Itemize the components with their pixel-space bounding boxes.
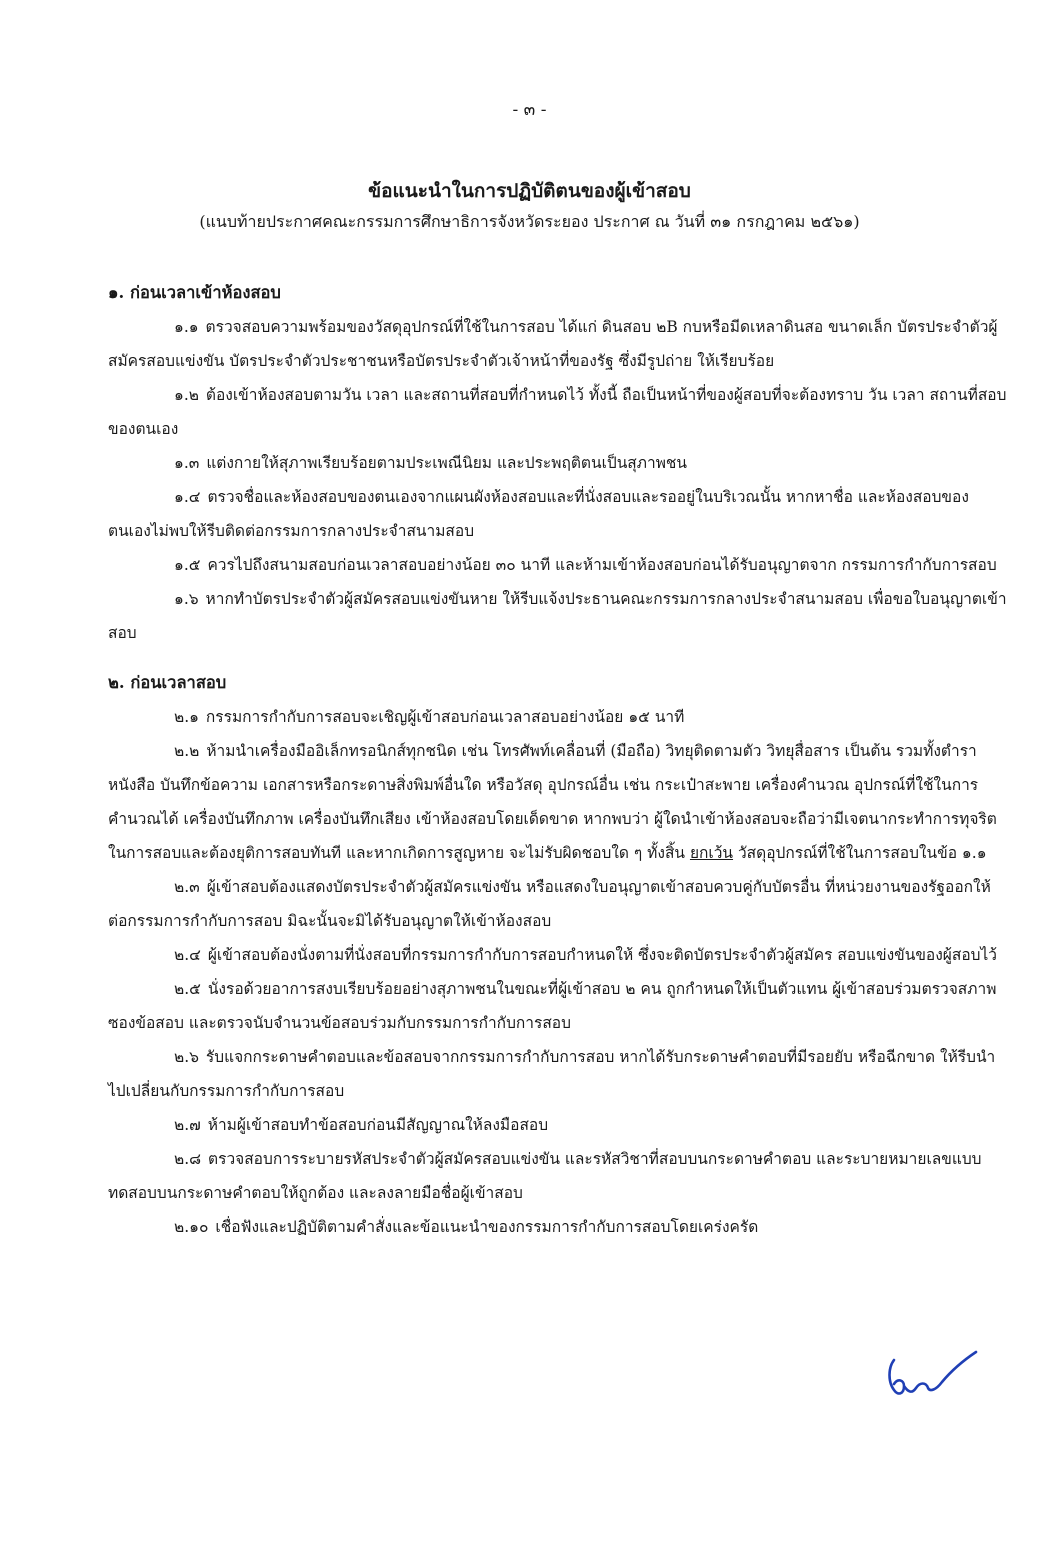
item-number: ๑.๖: [174, 590, 199, 608]
item-number: ๒.๘: [174, 1150, 202, 1168]
list-item: [108, 310, 1008, 378]
signature-initials: [882, 1338, 982, 1408]
item-text: ห้ามนำเครื่องมืออิเล็กทรอนิกส์ทุกชนิด เช่น โทรศัพท์เคลื่อนที่ (มือถือ) วิทยุติดตามตัว วิทยุสื่อสาร เป็นต้น รวมทั้งตำรา หนังสือ บันทึกข้อความ เอกสารหรือกระดาษสิ่งพิมพ์อื่นใด หรือวัสดุ อุปกรณ์อื่น เช่น กระเป๋าสะพาย เครื่องคำนวณ อุปกรณ์ที่ใช้ในการคำนวณได้ เครื่องบันทึกภาพ เครื่องบันทึกเสียง เข้าห้องสอบโดยเด็ดขาด หากพบว่า ผู้ใดนำเข้าห้องสอบจะถือว่ามีเจตนากระทำการทุจริตในการสอบและต้องยุติการสอบทันที และหากเกิดการสูญหาย จะไม่รับผิดชอบใด ๆ ทั้งสิ้น: [108, 742, 997, 862]
item-number: ๒.๑๐: [174, 1218, 209, 1236]
item-number: ๒.๒: [174, 742, 200, 760]
item-text: รับแจกกระดาษคำตอบและข้อสอบจากกรรมการกำกับการสอบ หากได้รับกระดาษคำตอบที่มีรอยยับ หรือฉีกขาด ให้รีบนำไปเปลี่ยนกับกรรมการกำกับการสอบ: [108, 1048, 996, 1100]
list-item: [108, 734, 1008, 870]
item-number: ๒.๗: [174, 1116, 201, 1134]
item-text: กรรมการกำกับการสอบจะเชิญผู้เข้าสอบก่อนเวลาสอบอย่างน้อย ๑๕ นาที: [205, 708, 685, 726]
item-number: ๒.๔: [174, 946, 201, 964]
item-number: ๒.๓: [174, 878, 200, 896]
item-text: ตรวจสอบการระบายรหัสประจำตัวผู้สมัครสอบแข่งขัน และรหัสวิชาที่สอบบนกระดาษคำตอบ และระบายหมายเลขแบบทดสอบบนกระดาษคำตอบให้ถูกต้อง และลงลายมือชื่อผู้เข้าสอบ: [108, 1150, 982, 1202]
document-title: ข้อแนะนำในการปฏิบัติตนของผู้เข้าสอบ: [368, 180, 691, 202]
item-text: ห้ามผู้เข้าสอบทำข้อสอบก่อนมีสัญญาณให้ลงมือสอบ: [207, 1116, 549, 1134]
item-text: นั่งรอด้วยอาการสงบเรียบร้อยอย่างสุภาพชนในขณะที่ผู้เข้าสอบ ๒ คน ถูกกำหนดให้เป็นตัวแทน ผู้เข้าสอบร่วมตรวจสภาพซองข้อสอบ และตรวจนับจำนวนข้อสอบร่วมกับกรรมการกำกับการสอบ: [108, 980, 997, 1032]
item-text: ต้องเข้าห้องสอบตามวัน เวลา และสถานที่สอบที่กำหนดไว้ ทั้งนี้ ถือเป็นหน้าที่ของผู้สอบที่จะต้องทราบ วัน เวลา สถานที่สอบของตนเอง: [108, 386, 1007, 438]
page-number: - ๓ -: [512, 100, 547, 120]
section-heading: ๑. ก่อนเวลาเข้าห้องสอบ: [108, 283, 281, 302]
item-text: หากทำบัตรประจำตัวผู้สมัครสอบแข่งขันหาย ให้รีบแจ้งประธานคณะกรรมการกลางประจำสนามสอบ เพื่อขอใบอนุญาตเข้าสอบ: [108, 590, 1007, 642]
list-item: [108, 378, 1008, 446]
item-text: ผู้เข้าสอบต้องแสดงบัตรประจำตัวผู้สมัครแข่งขัน หรือแสดงใบอนุญาตเข้าสอบควบคู่กับบัตรอื่น ที่หน่วยงานของรัฐออกให้ต่อกรรมการกำกับการสอบ มิฉะนั้นจะมิได้รับอนุญาตให้เข้าห้องสอบ: [108, 878, 991, 930]
item-text: แต่งกายให้สุภาพเรียบร้อยตามประเพณีนิยม และประพฤติตนเป็นสุภาพชน: [206, 454, 688, 472]
item-number: ๑.๓: [174, 454, 200, 472]
list-item: [108, 972, 1008, 1040]
item-number: ๑.๑: [174, 318, 199, 336]
list-item: [108, 700, 1008, 734]
section-heading: ๒. ก่อนเวลาสอบ: [108, 673, 227, 692]
list-item: [108, 870, 1008, 938]
item-number: ๒.๕: [174, 980, 201, 998]
item-number: ๒.๑: [174, 708, 199, 726]
item-text: ตรวจสอบความพร้อมของวัสดุอุปกรณ์ที่ใช้ในการสอบ ได้แก่ ดินสอบ ๒B กบหรือมีดเหลาดินสอ ขนาดเล็ก บัตรประจำตัวผู้สมัครสอบแข่งขัน บัตรประจำตัวประชาชนหรือบัตรประจำตัวเจ้าหน้าที่ของรัฐ ซึ่งมีรูปถ่าย ให้เรียบร้อย: [108, 318, 998, 370]
item-text-tail: วัสดุอุปกรณ์ที่ใช้ในการสอบในข้อ ๑.๑: [737, 844, 987, 862]
item-text: เชื่อฟังและปฏิบัติตามคำสั่งและข้อแนะนำของกรรมการกำกับการสอบโดยเคร่งครัด: [215, 1218, 759, 1236]
item-number: ๑.๕: [174, 556, 201, 574]
underlined-text: ยกเว้น: [689, 844, 734, 862]
list-item: [108, 1040, 1008, 1108]
item-text: ควรไปถึงสนามสอบก่อนเวลาสอบอย่างน้อย ๓๐ นาที และห้ามเข้าห้องสอบก่อนได้รับอนุญาตจาก กรรมการกำกับการสอบ: [207, 556, 997, 574]
document-subtitle: (แนบท้ายประกาศคณะกรรมการศึกษาธิการจังหวัดระยอง ประกาศ ณ วันที่ ๓๑ กรกฎาคม ๒๕๖๑): [199, 212, 860, 231]
list-item: [108, 1108, 1008, 1142]
section-spacer: [108, 650, 1008, 666]
list-item: [108, 548, 1008, 582]
item-number: ๒.๖: [174, 1048, 199, 1066]
item-text: ผู้เข้าสอบต้องนั่งตามที่นั่งสอบที่กรรมการกำกับการสอบกำหนดให้ ซึ่งจะติดบัตรประจำตัวผู้สมัคร สอบแข่งขันของผู้สอบไว้: [207, 946, 997, 964]
list-item: [108, 1142, 1008, 1210]
list-item: [108, 446, 1008, 480]
list-item: [108, 480, 1008, 548]
item-number: ๑.๒: [174, 386, 199, 404]
document-body: [108, 276, 1008, 1244]
list-item: [108, 582, 1008, 650]
list-item: [108, 938, 1008, 972]
item-number: ๑.๔: [174, 488, 201, 506]
list-item: [108, 1210, 1008, 1244]
item-text: ตรวจชื่อและห้องสอบของตนเองจากแผนผังห้องสอบและที่นั่งสอบและรออยู่ในบริเวณนั้น หากหาชื่อ และห้องสอบของตนเองไม่พบให้รีบติดต่อกรรมการกลางประจำสนามสอบ: [108, 488, 969, 540]
